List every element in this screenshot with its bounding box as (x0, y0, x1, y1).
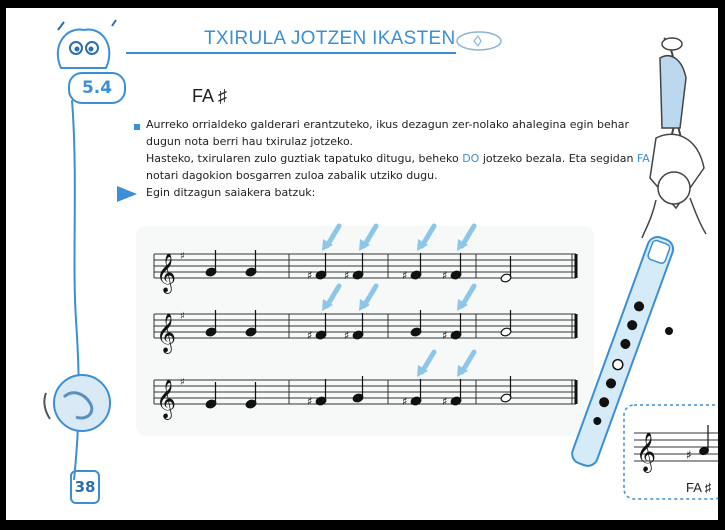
sharp-accidental: ♯ (402, 269, 408, 282)
sharp-accidental: ♯ (442, 269, 448, 282)
sharp-accidental: ♯ (442, 329, 448, 342)
treble-clef-icon: 𝄞 (156, 253, 177, 293)
svg-text:𝄞: 𝄞 (636, 432, 657, 472)
note-title: FA ♯ (192, 86, 228, 106)
sharp-accidental: ♯ (344, 269, 350, 282)
textbook-page (6, 8, 718, 520)
sharp-accidental: ♯ (442, 395, 448, 408)
sharp-accidental: ♯ (307, 269, 313, 282)
sharp-accidental: ♯ (344, 329, 350, 342)
paragraph-intro: Aurreko orrialdeko galderari erantzuteko, ikus dezagun zer-nolako ahalegina egin behar dugun nota berri hau txirulaz jotzeko. (146, 118, 629, 148)
treble-clef-icon: 𝄞 (156, 313, 177, 353)
sharp-accidental: ♯ (307, 329, 313, 342)
flute-note-label: FA ♯ (686, 480, 712, 495)
section-badge: 5.4 (68, 72, 126, 104)
page-title: TXIRULA JOTZEN IKASTEN (204, 28, 456, 49)
sharp-accidental: ♯ (307, 395, 313, 408)
page-number: 38 (70, 470, 100, 504)
sharp-accidental: ♯ (402, 395, 408, 408)
key-signature-sharp: ♯ (180, 251, 185, 262)
globe-icon (42, 363, 122, 443)
exercise-instruction: Egin ditzagun saiakera batzuk: (146, 186, 316, 199)
treble-clef-icon: 𝄞 (156, 379, 177, 419)
key-signature-sharp: ♯ (180, 377, 185, 388)
svg-text:♯: ♯ (686, 448, 692, 462)
paragraph-instructions: Hasteko, txirularen zulo guztiak tapatuko ditugu, beheko DO jotzeko bezala. Eta segidan FA notari dagokion bosgarren zuloa zabalik utziko dugu. (146, 152, 650, 182)
key-signature-sharp: ♯ (180, 311, 185, 322)
